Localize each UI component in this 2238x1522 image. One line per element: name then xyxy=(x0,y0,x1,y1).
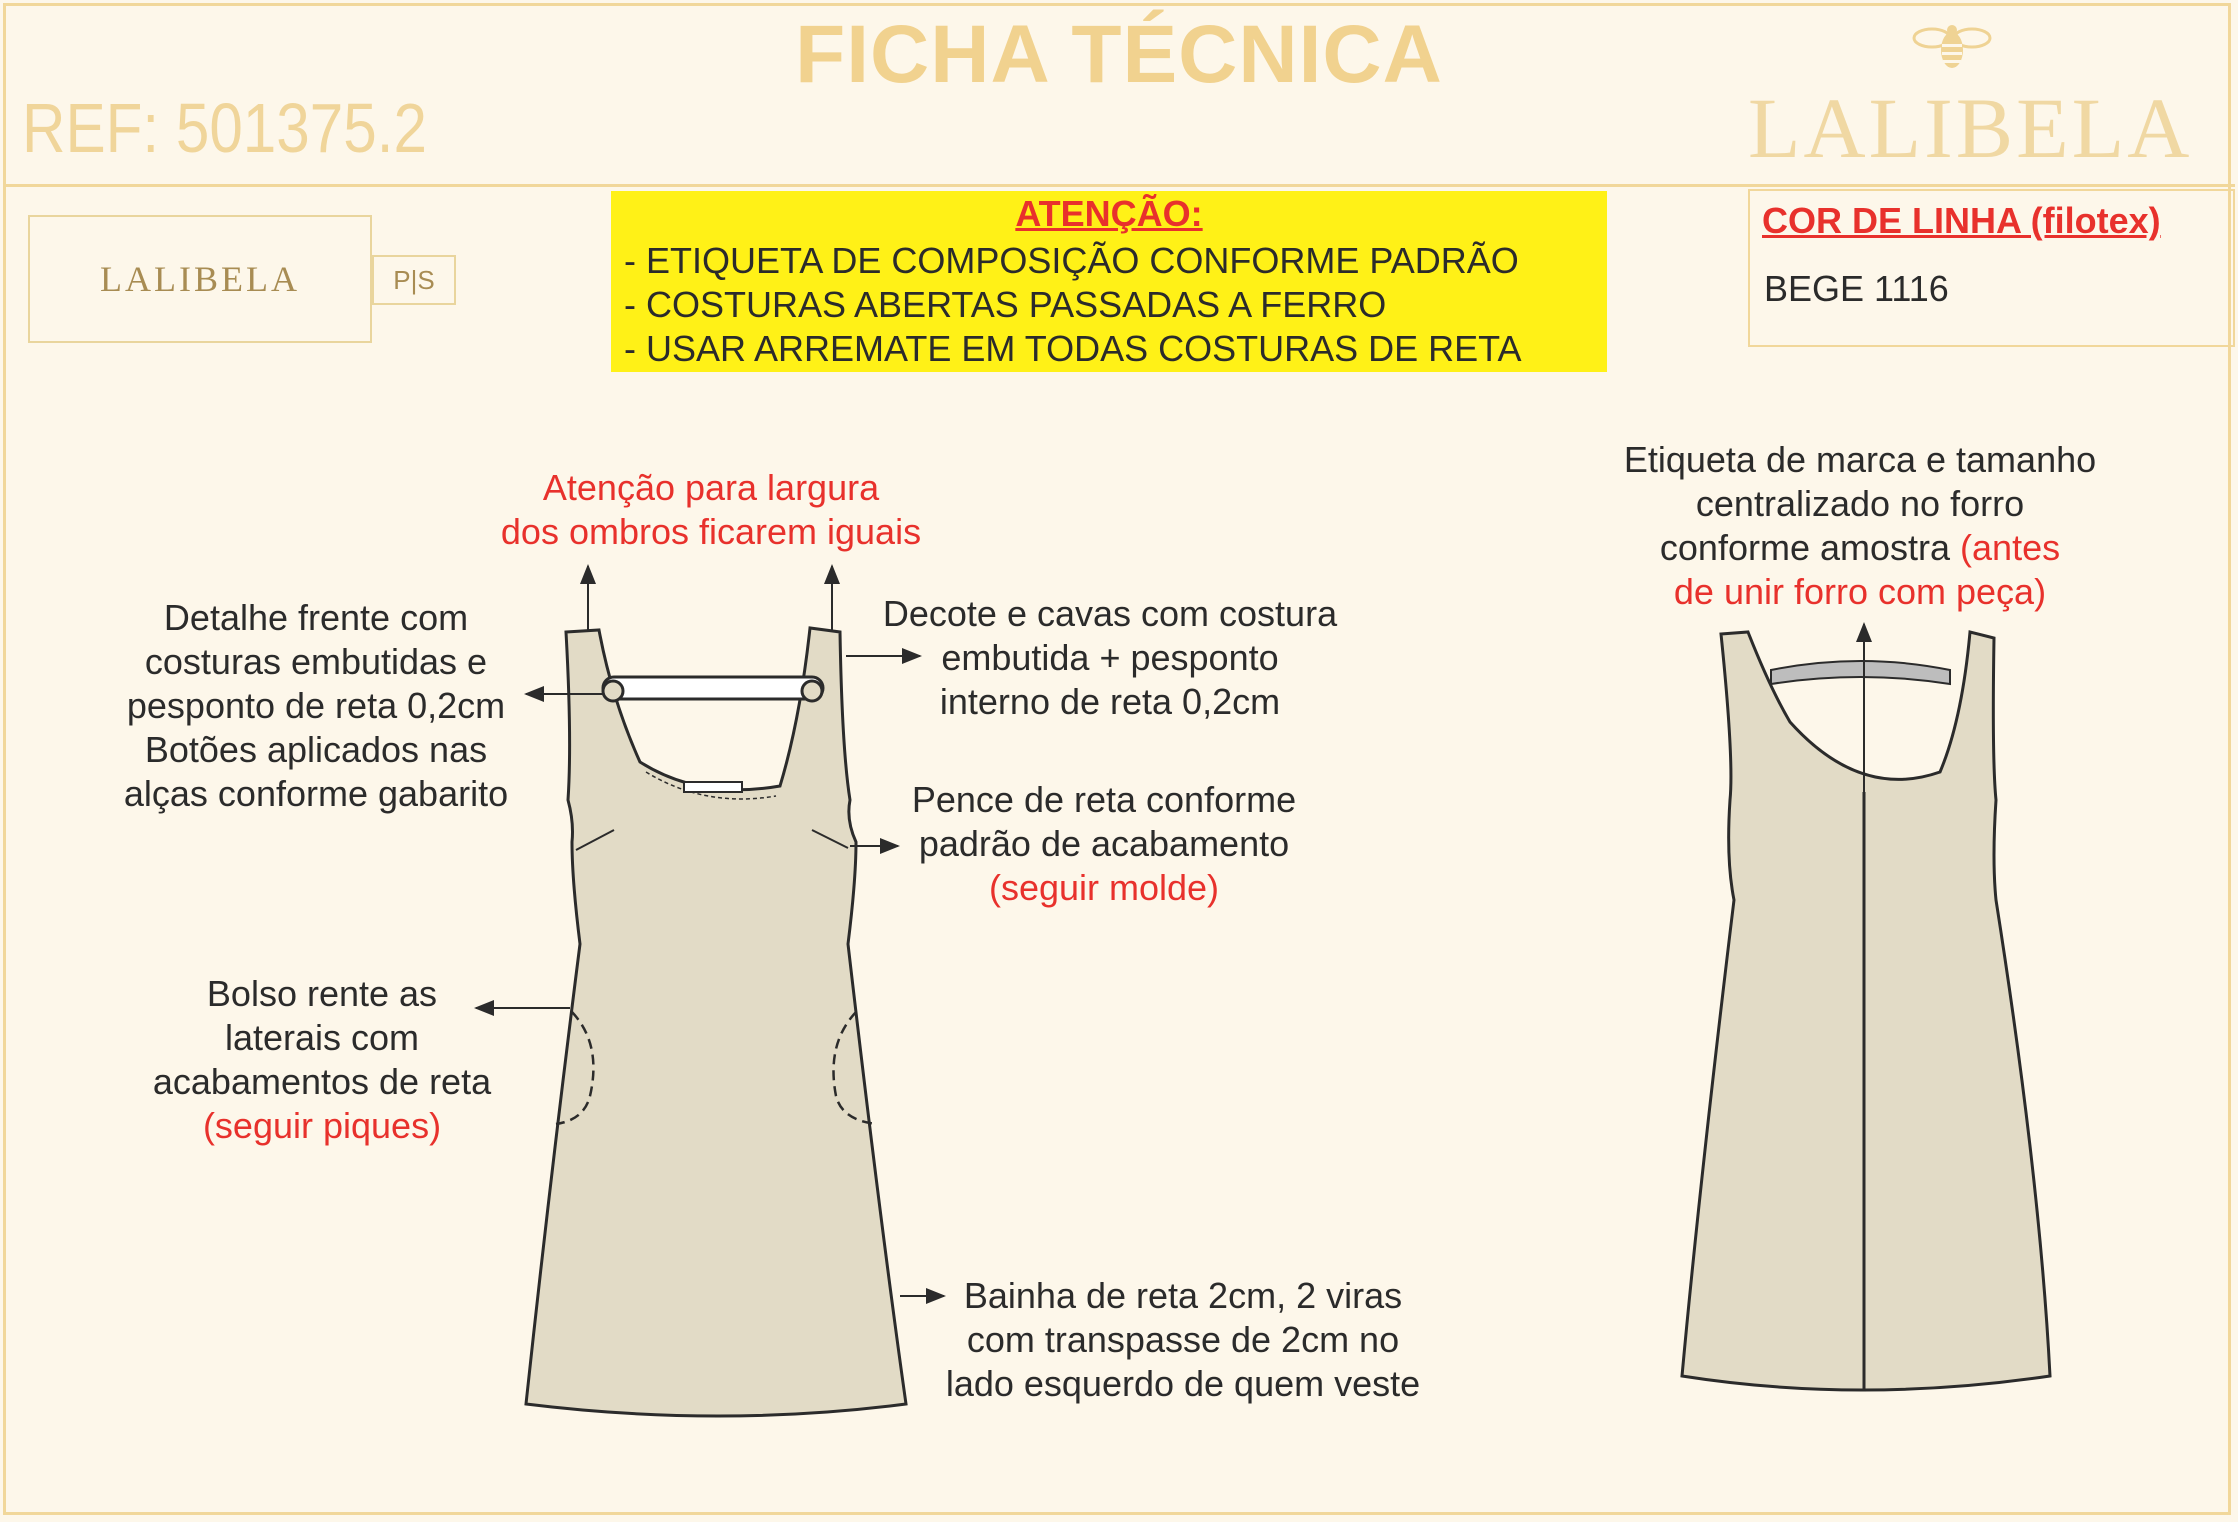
note-line: Atenção para largura xyxy=(542,467,880,508)
attention-line: - USAR ARREMATE EM TODAS COSTURAS DE RETA xyxy=(624,328,1522,369)
note-front-detail xyxy=(96,596,536,816)
attention-line: - COSTURAS ABERTAS PASSADAS A FERRO xyxy=(624,284,1387,325)
brand-logo: LALIBELA xyxy=(1748,80,2193,176)
note-line: padrão de acabamento xyxy=(918,823,1290,864)
reference-code: REF: 501375.2 xyxy=(22,89,427,167)
note-line: acabamentos de reta xyxy=(152,1061,492,1102)
note-line: Pence de reta conforme xyxy=(911,779,1297,820)
note-line: (seguir molde) xyxy=(988,867,1220,908)
size-label: P|S xyxy=(372,255,456,305)
note-back-label xyxy=(1580,438,2140,614)
page-title: FICHA TÉCNICA xyxy=(795,9,1443,100)
note-line: lado esquerdo de quem veste xyxy=(945,1363,1421,1404)
note-line: laterais com xyxy=(224,1017,420,1058)
note-line: Bainha de reta 2cm, 2 viras xyxy=(963,1275,1403,1316)
brand-label-text: LALIBELA xyxy=(100,259,300,299)
note-text-red: (antes xyxy=(1960,527,2061,568)
thread-color-title: COR DE LINHA (filotex) xyxy=(1762,200,2161,241)
note-line: de unir forro com peça) xyxy=(1673,571,2047,612)
note-pocket xyxy=(122,972,522,1148)
note-line: (seguir piques) xyxy=(202,1105,442,1146)
note-line: Botões aplicados nas xyxy=(144,729,488,770)
note-dart xyxy=(876,778,1332,910)
attention-line: - ETIQUETA DE COMPOSIÇÃO CONFORME PADRÃO xyxy=(624,240,1519,281)
note-line: costuras embutidas e xyxy=(144,641,488,682)
note-line: centralizado no forro xyxy=(1695,483,2025,524)
front-dress-drawing xyxy=(526,628,906,1416)
attention-title: ATENÇÃO: xyxy=(1015,193,1203,234)
note-line: Decote e cavas com costura xyxy=(882,593,1338,634)
thread-color-value: BEGE 1116 xyxy=(1764,268,1949,309)
back-dress-drawing xyxy=(1682,632,2050,1390)
note-line: alças conforme gabarito xyxy=(123,773,509,814)
note-line: interno de reta 0,2cm xyxy=(939,681,1281,722)
note-line: Bolso rente as xyxy=(206,973,438,1014)
note-line: pesponto de reta 0,2cm xyxy=(126,685,506,726)
note-hem xyxy=(906,1274,1460,1406)
note-line: dos ombros ficarem iguais xyxy=(500,511,922,552)
note-line xyxy=(1580,526,2140,570)
note-line: embutida + pesponto xyxy=(941,637,1279,678)
note-line: Detalhe frente com xyxy=(163,597,469,638)
note-line: Etiqueta de marca e tamanho xyxy=(1623,439,2097,480)
note-shoulders xyxy=(466,466,956,554)
note-line: com transpasse de 2cm no xyxy=(966,1319,1400,1360)
note-text: conforme amostra xyxy=(1659,527,1951,568)
note-neckline xyxy=(846,592,1374,724)
